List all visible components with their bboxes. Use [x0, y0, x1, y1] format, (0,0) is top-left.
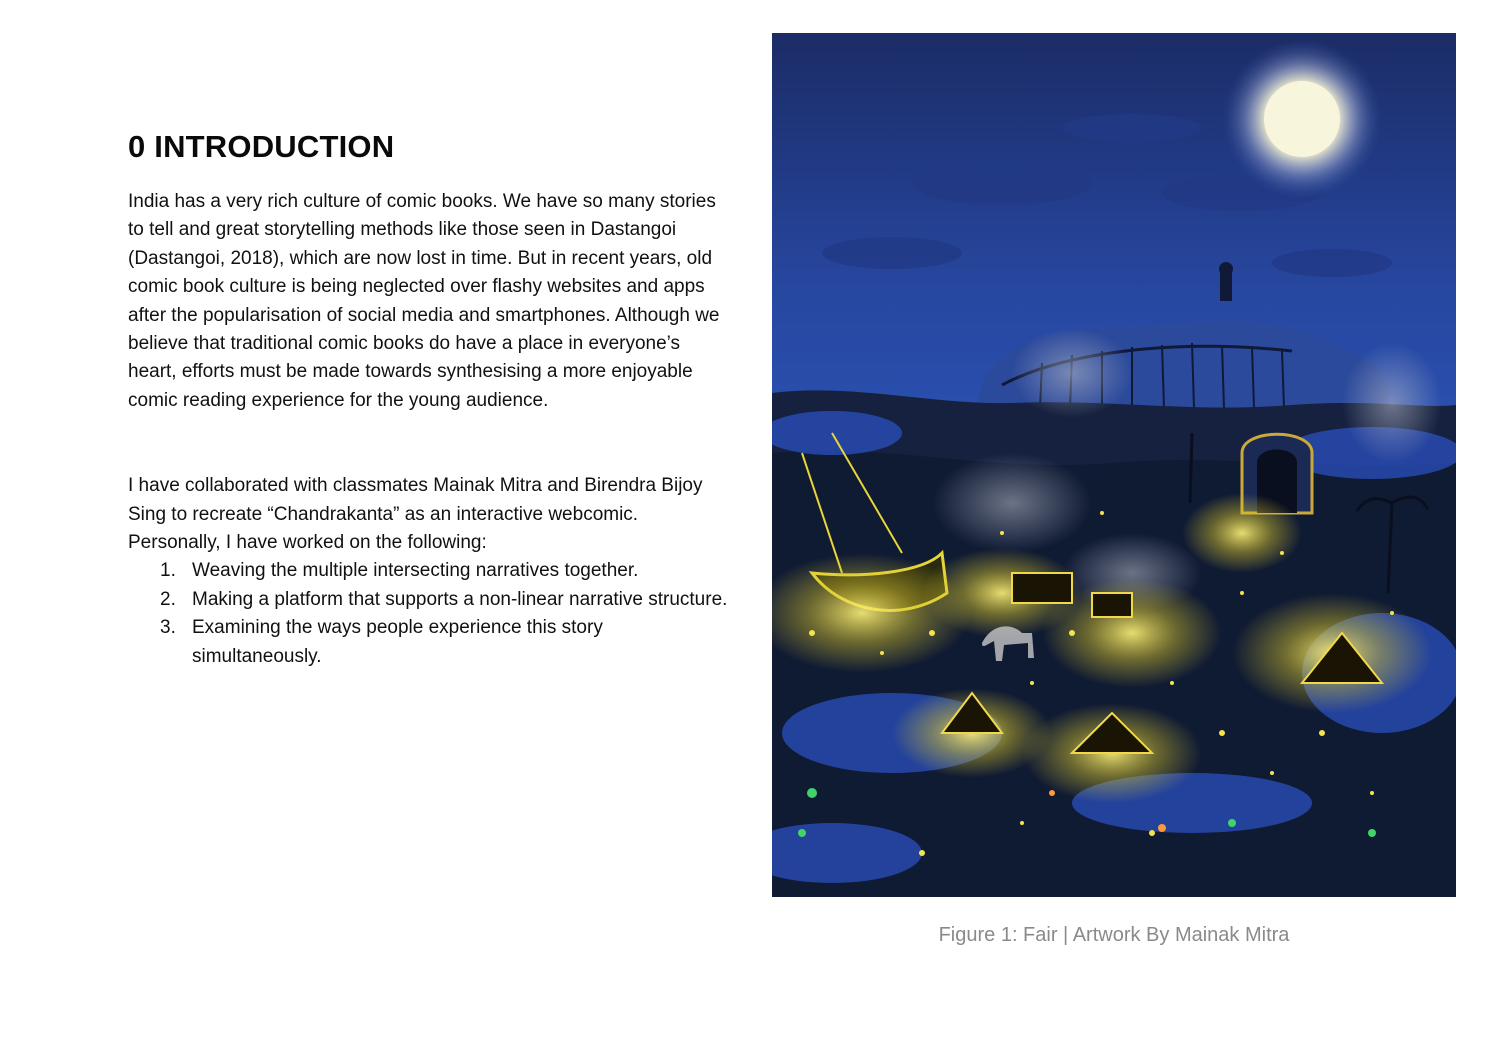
list-item-text: Making a platform that supports a non-linear narrative structure.: [192, 588, 728, 610]
list-item-text: Weaving the multiple intersecting narratives together.: [192, 560, 639, 582]
collaboration-paragraph: I have collaborated with classmates Mainak Mitra and Birendra Bijoy Sing to recreate “Chandrakanta” as an interactive webcomic. Personally, I have worked on the following:: [128, 475, 703, 554]
list-item-number: 3.: [160, 617, 176, 639]
contribution-list: [128, 557, 728, 671]
list-item-text: Examining the ways people experience this story simultaneously.: [192, 617, 603, 667]
list-item: [128, 586, 728, 614]
introduction-section: [128, 126, 728, 671]
figure-caption: Figure 1: Fair | Artwork By Mainak Mitra: [938, 924, 1290, 946]
list-item-number: 1.: [160, 560, 176, 582]
list-item-number: 2.: [160, 588, 176, 610]
fair-artwork-illustration: [772, 33, 1456, 897]
fair-artwork-figure: [772, 33, 1456, 897]
list-item: [128, 614, 728, 671]
section-heading: 0 INTRODUCTION: [128, 129, 395, 164]
list-item: [128, 557, 728, 585]
intro-paragraph: India has a very rich culture of comic books. We have so many stories to tell and great storytelling methods like those seen in Dastangoi (Dastangoi, 2018), which are now lost in time. But in recent years, old comic book culture is being neglected over flashy websites and apps after the popularisation of social media and smartphones. Although we believe that traditional comic books do have a place in everyone’s heart, efforts must be made towards synthesising a more enjoyable comic reading experience for the young audience.: [128, 191, 720, 411]
